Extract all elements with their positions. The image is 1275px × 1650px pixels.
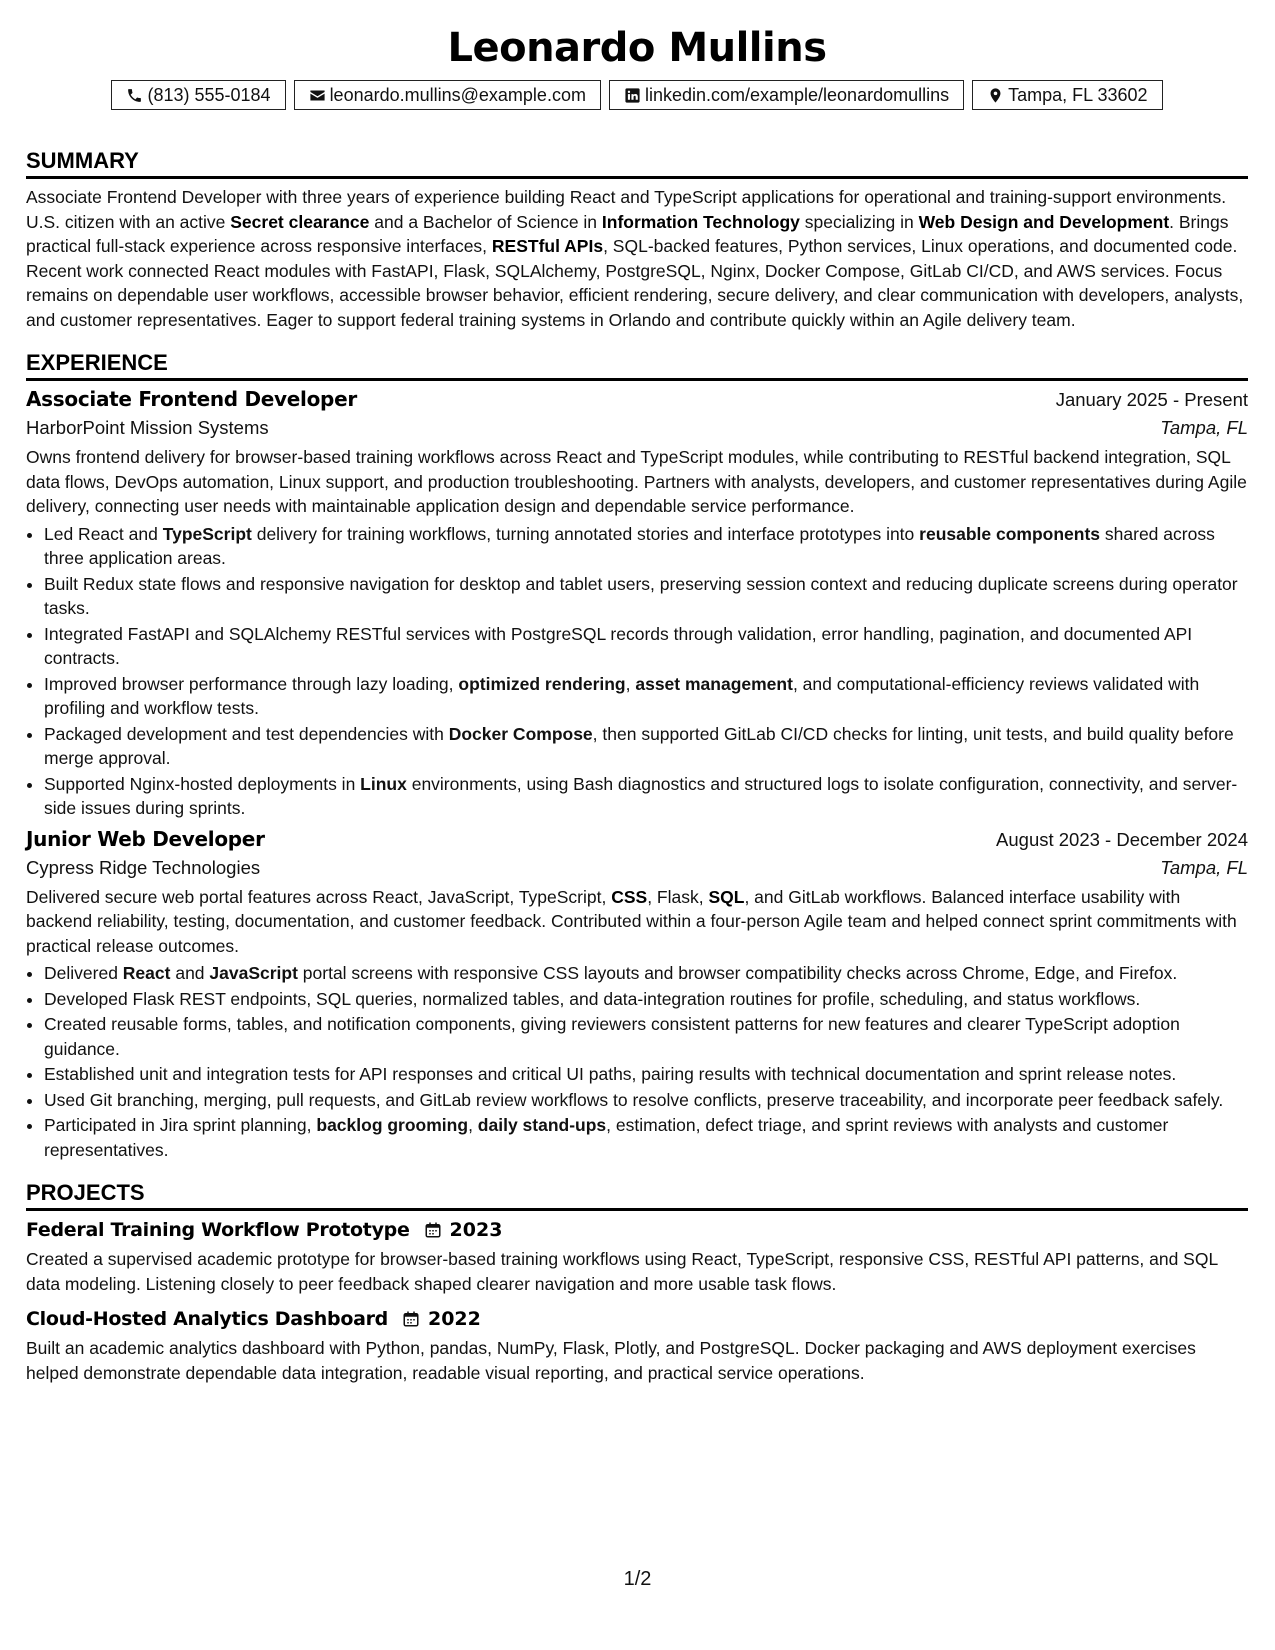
envelope-icon	[309, 87, 326, 104]
job-location: Tampa, FL	[1160, 856, 1248, 878]
job-location: Tampa, FL	[1160, 417, 1248, 438]
text-run: , then supported GitLab CI/CD checks for linting, unit tests, and build quality before merge approval.	[44, 723, 1234, 768]
bold-text: CSS	[611, 886, 648, 907]
text-run: Integrated FastAPI and SQLAlchemy RESTful services with PostgreSQL records through validation, error handling, pagination, and documented API contracts.	[44, 623, 1193, 668]
job-company: HarborPoint Mission Systems	[26, 417, 269, 438]
bullet-item	[44, 772, 1248, 821]
bullet-item	[44, 522, 1248, 571]
text-run: ,	[625, 673, 636, 694]
bullet-item	[44, 1113, 1248, 1162]
text-run: , and computational-efficiency reviews validated with profiling and workflow tests.	[44, 673, 1200, 718]
bold-text: React	[122, 963, 171, 983]
project-year: 2023	[449, 1219, 503, 1241]
text-run: Led React and	[44, 523, 163, 544]
job-dates: August 2023 - December 2024	[996, 828, 1248, 850]
bold-text: RESTful APIs	[491, 236, 604, 256]
page-number: 1/2	[623, 1568, 652, 1590]
text-run: ,	[468, 1115, 478, 1135]
bullet-item	[44, 622, 1248, 671]
text-run: , estimation, defect triage, and sprint reviews with analysts and customer representatives.	[44, 1115, 1169, 1160]
bold-text: reusable components	[919, 523, 1101, 544]
bullet-item	[44, 672, 1248, 721]
linkedin-icon	[624, 87, 641, 104]
text-run: . Brings practical full-stack experience across responsive interfaces,	[26, 211, 1229, 256]
project-title: Cloud-Hosted Analytics Dashboard	[26, 1308, 388, 1330]
bold-text: Web Design and Development	[918, 211, 1170, 232]
calendar-icon	[402, 1310, 420, 1328]
calendar-icon	[424, 1221, 442, 1239]
contact-bar	[26, 80, 1248, 110]
text-run: Associate Frontend Developer with three years of experience building React and TypeScript applications for operational and training-support environments. U.S. citizen with an active	[26, 187, 1227, 232]
text-run: environments, using Bash diagnostics and structured logs to isolate configuration, connectivity, and server-side issues during sprints.	[44, 773, 1238, 818]
bold-text: Linux	[360, 773, 407, 794]
bold-text: Docker Compose	[448, 723, 593, 744]
text-run: , and GitLab workflows. Balanced interface usability with backend reliability, testing, documentation, and customer feedback. Contributed within a four-person Agile team and helped connect sprint commitments with practical release outcomes.	[26, 886, 1237, 956]
text-run: Packaged development and test dependencies with	[44, 723, 449, 744]
summary-heading: SUMMARY	[26, 148, 1248, 179]
text-run: , SQL-backed features, Python services, Linux operations, and documented code. Recent work connected React modules with FastAPI, Flask, SQLAlchemy, PostgreSQL, Nginx, Docker Compose, GitLab CI/CD, and AWS services. Focus remains on dependable user workflows, accessible browser behavior, efficient rendering, secure delivery, and clear communication with developers, analysts, and customer representatives. Eager to support federal training systems in Orlando and contribute quickly within an Agile delivery team.	[26, 236, 1244, 330]
text-run: and	[170, 963, 210, 983]
projects-heading: PROJECTS	[26, 1180, 1248, 1211]
job-description: Owns frontend delivery for browser-based training workflows across React and TypeScript modules, while contributing to RESTful backend integration, SQL data flows, DevOps automation, Linux support, and production troubleshooting. Partners with analysts, developers, and customer representatives during Agile delivery, connecting user needs with maintainable application design and dependable service performance.	[26, 447, 1247, 516]
bullet-item	[44, 572, 1248, 621]
experience-heading: EXPERIENCE	[26, 350, 1248, 381]
bold-text: optimized rendering	[458, 673, 626, 694]
contact-email-text: leonardo.mullins@example.com	[329, 84, 586, 105]
text-run: Improved browser performance through lazy loading,	[44, 673, 459, 694]
summary-text	[26, 185, 1248, 332]
project-year: 2022	[427, 1308, 481, 1330]
text-run: specializing in	[799, 211, 919, 232]
job-title: Associate Frontend Developer	[26, 387, 357, 411]
contact-location	[972, 80, 1162, 110]
text-run: Developed Flask REST endpoints, SQL queries, normalized tables, and data-integration routines for profile, scheduling, and status workflows.	[44, 988, 1141, 1009]
text-run: shared across three application areas.	[44, 523, 1215, 568]
job-bullets	[26, 961, 1248, 1162]
job-company: Cypress Ridge Technologies	[26, 856, 261, 878]
project-description: Built an academic analytics dashboard with Python, pandas, NumPy, Flask, Plotly, and PostgreSQL. Docker packaging and AWS deployment exercises helped demonstrate dependable data integration, readable visual reporting, and practical service operations.	[26, 1338, 1196, 1383]
text-run: Delivered secure web portal features across React, JavaScript, TypeScript,	[26, 886, 612, 907]
map-pin-icon	[987, 87, 1004, 104]
bold-text: asset management	[635, 673, 793, 694]
bold-text: backlog grooming	[316, 1115, 469, 1135]
contact-email[interactable]	[294, 80, 601, 110]
text-run: and a Bachelor of Science in	[369, 211, 602, 232]
job-description	[26, 885, 1248, 959]
bold-text: JavaScript	[209, 963, 298, 983]
bullet-item	[44, 1012, 1248, 1061]
bullet-item	[44, 722, 1248, 771]
text-run: Created reusable forms, tables, and notification components, giving reviewers consistent patterns for new features and clearer TypeScript adoption guidance.	[44, 1014, 1180, 1059]
candidate-name: Leonardo Mullins	[447, 25, 827, 71]
phone-icon	[126, 87, 143, 104]
job-dates: January 2025 - Present	[1055, 389, 1248, 410]
text-run: Participated in Jira sprint planning,	[44, 1115, 317, 1135]
bold-text: Information Technology	[601, 211, 800, 232]
text-run: Used Git branching, merging, pull requests, and GitLab review workflows to resolve conflicts, preserve traceability, and incorporate peer feedback safely.	[44, 1089, 1224, 1110]
text-run: Built Redux state flows and responsive navigation for desktop and tablet users, preserving session context and reducing duplicate screens during operator tasks.	[44, 573, 1238, 618]
bullet-item	[44, 1088, 1248, 1113]
project-description: Created a supervised academic prototype for browser-based training workflows using React, TypeScript, responsive CSS, RESTful API patterns, and SQL data modeling. Listening closely to peer feedback shaped clearer navigation and more usable task flows.	[26, 1249, 1218, 1294]
job-bullets	[26, 522, 1248, 821]
bullet-item	[44, 987, 1248, 1012]
job-entry	[26, 827, 1248, 1163]
text-run: Supported Nginx-hosted deployments in	[44, 773, 361, 794]
bullet-item	[44, 1062, 1248, 1087]
project-entry	[26, 1219, 1248, 1296]
job-title: Junior Web Developer	[26, 826, 265, 851]
text-run: Established unit and integration tests for API responses and critical UI paths, pairing results with technical documentation and sprint release notes.	[44, 1064, 1177, 1084]
project-title: Federal Training Workflow Prototype	[26, 1219, 410, 1241]
resume-page	[26, 0, 1248, 1385]
contact-location-text: Tampa, FL 33602	[1008, 84, 1148, 105]
job-entry	[26, 387, 1248, 821]
contact-linkedin[interactable]	[609, 80, 964, 110]
bold-text: daily stand-ups	[477, 1115, 607, 1135]
project-entry	[26, 1308, 1248, 1385]
text-run: delivery for training workflows, turning annotated stories and interface prototypes into	[251, 523, 920, 544]
bold-text: TypeScript	[162, 523, 252, 544]
text-run: , Flask,	[647, 886, 709, 907]
bold-text: Secret clearance	[230, 211, 370, 232]
text-run: Delivered	[44, 963, 123, 983]
text-run: portal screens with responsive CSS layouts and browser compatibility checks across Chrome, Edge, and Firefox.	[297, 963, 1178, 983]
bullet-item	[44, 961, 1248, 986]
contact-phone-text: (813) 555-0184	[147, 84, 271, 105]
bold-text: SQL	[708, 886, 745, 907]
contact-linkedin-text: linkedin.com/example/leonardomullins	[644, 84, 950, 105]
contact-phone[interactable]	[111, 80, 285, 110]
